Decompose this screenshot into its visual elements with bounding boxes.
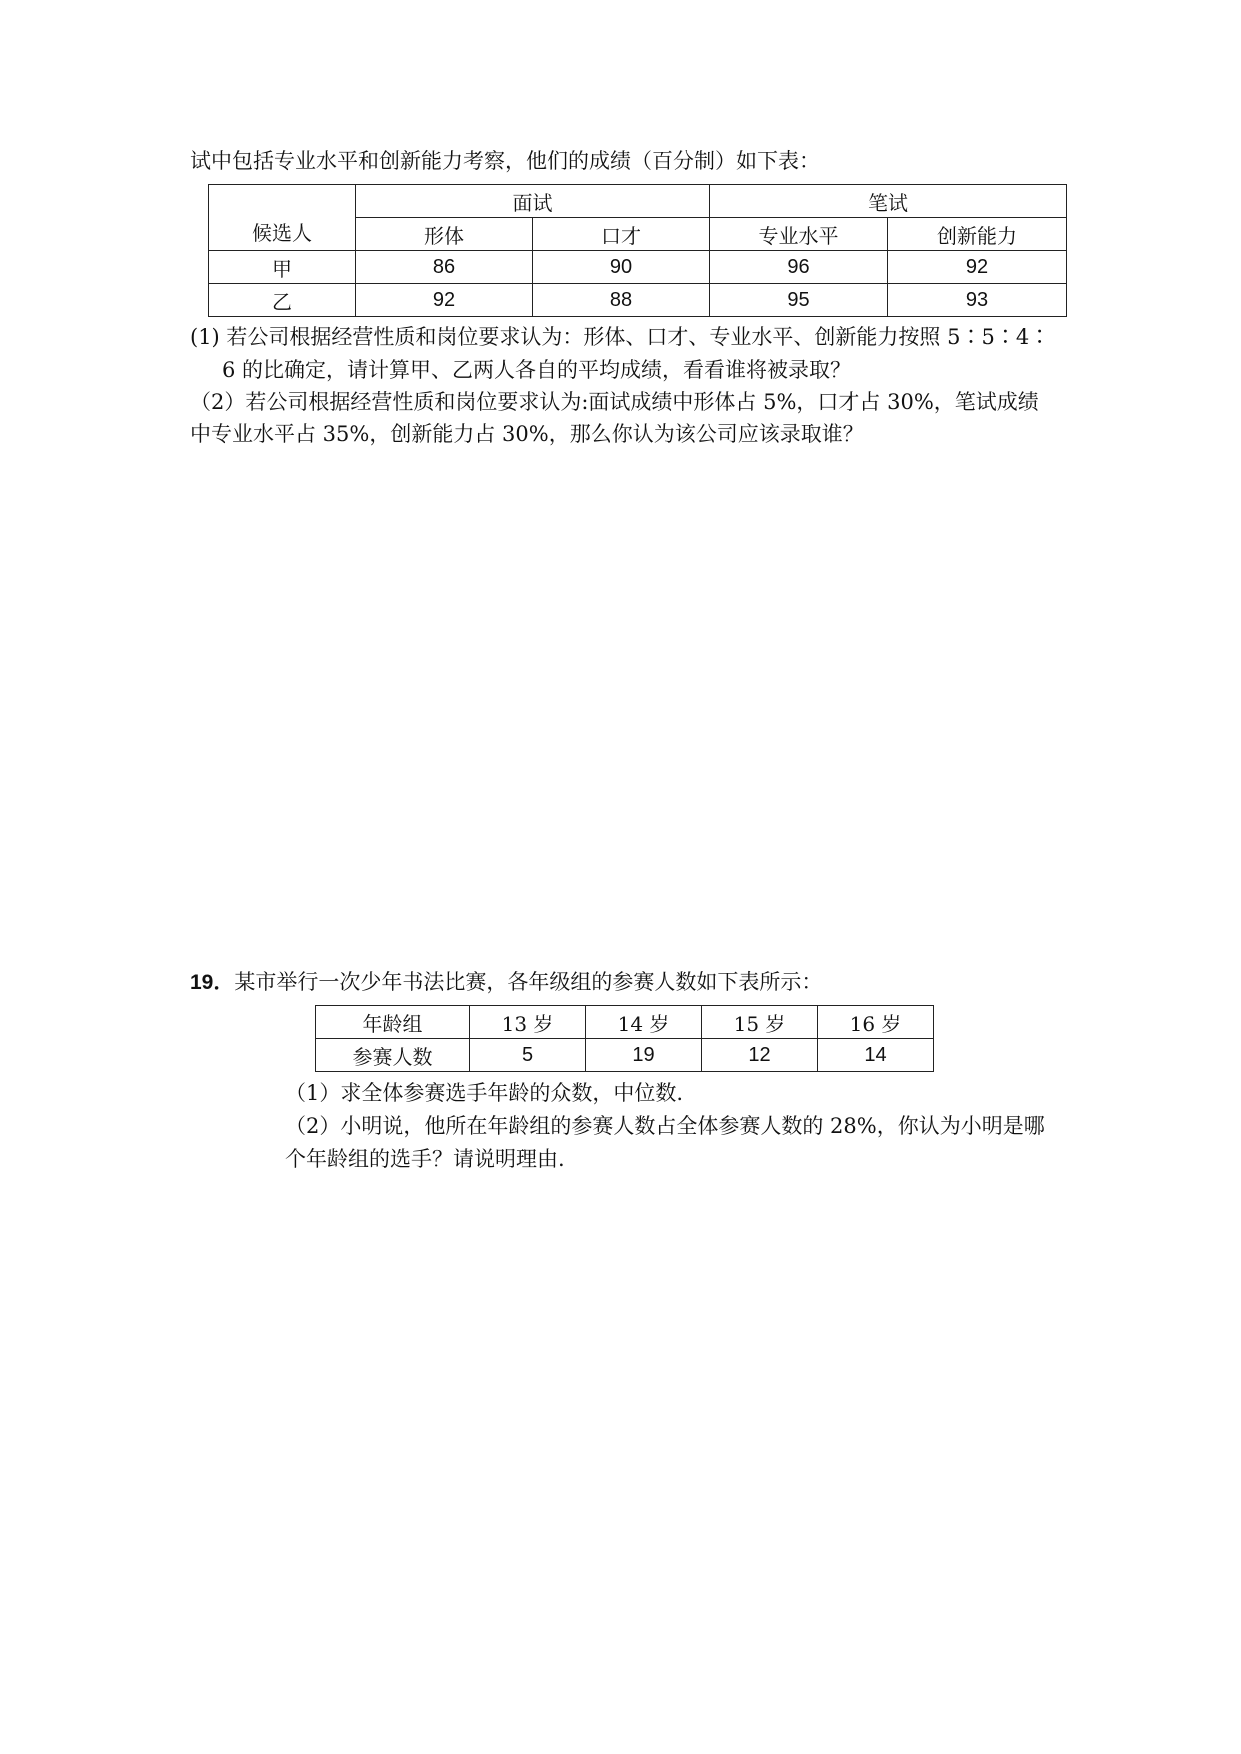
score-cell: 95: [710, 284, 888, 317]
q19-part2-line2: 个年龄组的选手？请说明理由.: [285, 1147, 565, 1171]
row-label: 参赛人数: [316, 1039, 470, 1072]
corner-label: 候选人: [252, 221, 312, 245]
table-row: [209, 284, 1067, 317]
score-cell: 86: [356, 251, 533, 284]
column-header: 创新能力: [888, 218, 1067, 251]
age-cell: 13 岁: [470, 1006, 586, 1039]
count-cell: 14: [818, 1039, 934, 1072]
table-row: [209, 185, 1067, 218]
score-cell: 90: [533, 251, 710, 284]
column-header: 专业水平: [710, 218, 888, 251]
q19-part1: （1）求全体参赛选手年龄的众数，中位数.: [285, 1081, 684, 1105]
table-row: [316, 1039, 934, 1072]
age-cell: 14 岁: [586, 1006, 702, 1039]
q18-part1-line2: 6 的比确定，请计算甲、乙两人各自的平均成绩，看看谁将被录取？: [222, 358, 852, 382]
q18-part1-line1: (1) 若公司根据经营性质和岗位要求认为：形体、口才、专业水平、创新能力按照 5∶5∶4∶: [190, 325, 1051, 349]
written-group-header: 笔试: [710, 185, 1067, 218]
age-group-table: [315, 1005, 934, 1072]
q18-part2-line1: （2）若公司根据经营性质和岗位要求认为:面试成绩中形体占 5%，口才占 30%，笔试成绩: [190, 390, 1039, 414]
score-cell: 88: [533, 284, 710, 317]
score-cell: 96: [710, 251, 888, 284]
column-header: 形体: [356, 218, 533, 251]
table-row: [316, 1006, 934, 1039]
count-cell: 5: [470, 1039, 586, 1072]
q18-part2-line2: 中专业水平占 35%，创新能力占 30%，那么你认为该公司应该录取谁？: [190, 422, 864, 446]
count-cell: 12: [702, 1039, 818, 1072]
q19-intro: 某市举行一次少年书法比赛，各年级组的参赛人数如下表所示：: [234, 970, 823, 994]
q18-intro: 试中包括专业水平和创新能力考察，他们的成绩（百分制）如下表：: [190, 149, 820, 173]
count-cell: 19: [586, 1039, 702, 1072]
age-cell: 15 岁: [702, 1006, 818, 1039]
score-cell: 93: [888, 284, 1067, 317]
age-cell: 16 岁: [818, 1006, 934, 1039]
q19-part2-line1: （2）小明说，他所在年龄组的参赛人数占全体参赛人数的 28%，你认为小明是哪: [285, 1114, 1045, 1138]
candidate-name: 乙: [209, 284, 356, 317]
table-row: [209, 251, 1067, 284]
corner-cell: [209, 185, 356, 251]
q19-heading: [190, 967, 822, 998]
question-number: 19．: [190, 971, 235, 994]
column-header: 口才: [533, 218, 710, 251]
interview-group-header: 面试: [356, 185, 710, 218]
score-table: [208, 184, 1067, 317]
score-cell: 92: [888, 251, 1067, 284]
score-cell: 92: [356, 284, 533, 317]
candidate-name: 甲: [209, 251, 356, 284]
row-label: 年龄组: [316, 1006, 470, 1039]
